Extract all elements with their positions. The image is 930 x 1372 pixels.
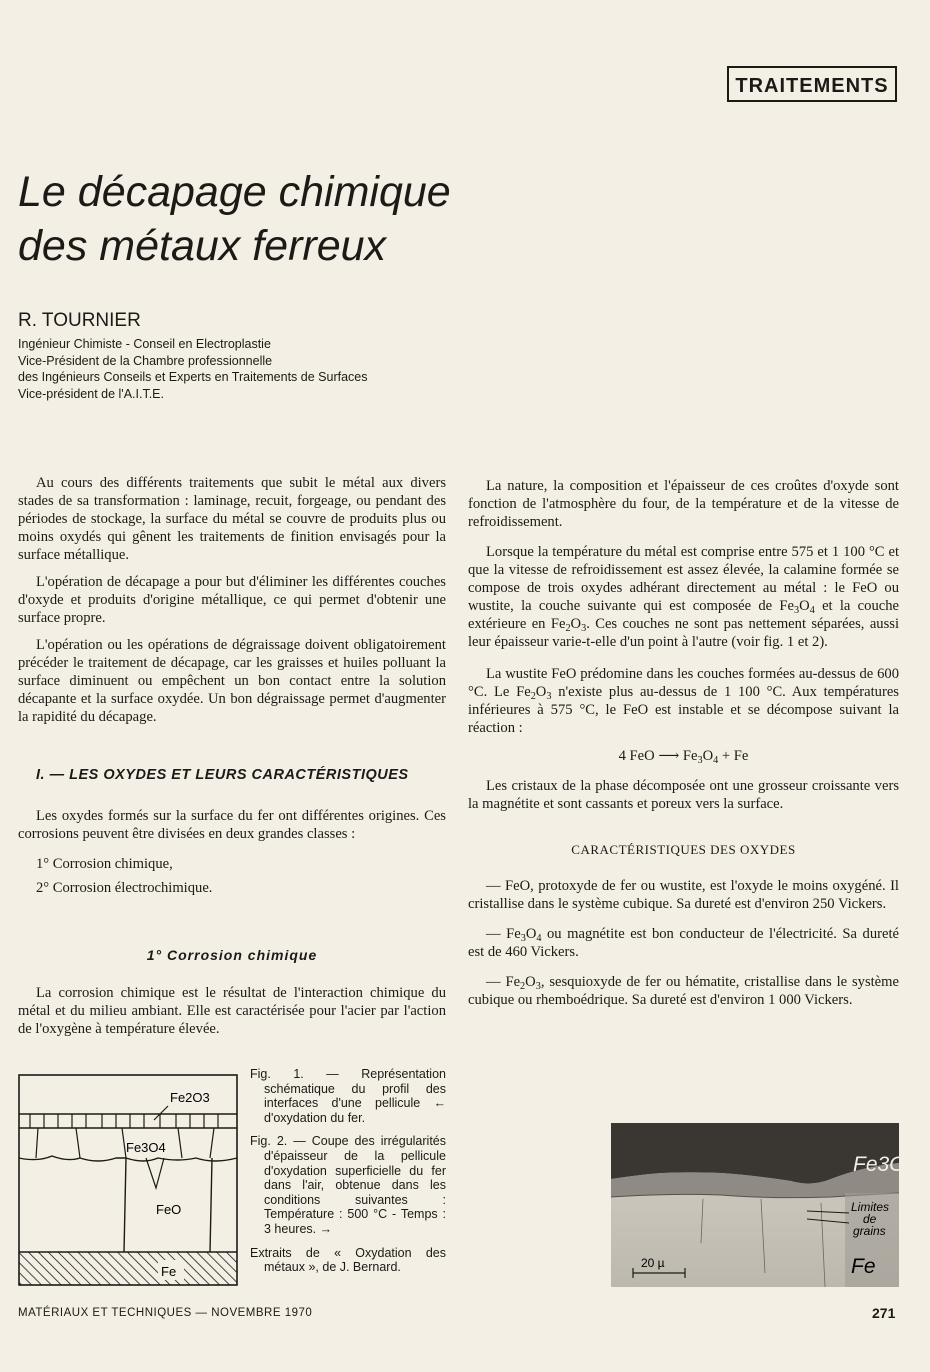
title-line-1: Le décapage chimique	[18, 168, 451, 216]
page-number: 271	[872, 1305, 896, 1321]
caption-fig1: Fig. 1. — Représentation schématique du profil des interfaces d'une pellicule ← d'oxydation du fer.	[250, 1067, 446, 1125]
journal-footer: MATÉRIAUX ET TECHNIQUES — NOVEMBRE 1970	[18, 1307, 313, 1319]
photo-label-fe3o4: Fe3O4	[853, 1153, 918, 1176]
fig1-label-fe: Fe	[161, 1264, 177, 1279]
paragraph: L'opération ou les opérations de dégraissage doivent obligatoirement précéder le traitement de décapage, car les graisses et huiles polluant la surface diminuent ou empêchent un bon contact entre la solution décapante et la surface oxydée. Un bon dégraissage permet d'augmenter la rapidité du décapage.	[18, 637, 446, 725]
paragraph: L'opération de décapage a pour but d'éliminer les différentes couches d'oxyde et produits d'origine métallique, ce qui permet d'obtenir une surface propre.	[18, 574, 446, 626]
photo-label-limits-3: grains	[853, 1224, 886, 1238]
paragraph: Au cours des différents traitements que subit le métal aux divers stades de sa transformation : laminage, recuit, forgeage, ou pendant des périodes de stockage, la surface du métal se couvre de produits plus ou moins oxydés qui gênent les traitements de finition envisagés pour la surface métallique.	[18, 475, 446, 563]
list-item: 1° Corrosion chimique,	[36, 856, 173, 872]
figure-1-diagram	[18, 1074, 238, 1286]
subsection-heading: 1° Corrosion chimique	[146, 947, 318, 963]
author-name: R. TOURNIER	[18, 310, 141, 331]
figure-2-micrograph	[611, 1123, 918, 1287]
paragraph: La nature, la composition et l'épaisseur de ces croûtes d'oxyde sont fonction de l'atmosphère du four, de la température et de la vitesse de refroidissement.	[468, 478, 899, 530]
author-line: Vice-Président de la Chambre professionnelle	[18, 353, 273, 368]
fig1-label-feo: FeO	[156, 1202, 182, 1217]
author-line: Vice-président de l'A.I.T.E.	[18, 386, 164, 401]
left-column-3	[18, 984, 446, 1047]
paragraph: La corrosion chimique est le résultat de l'interaction chimique du métal et du milieu ambiant. Elle est caractérisée pour l'acier par l'action de l'oxygène à température élevée.	[18, 985, 446, 1037]
section-heading: I. — LES OXYDES ET LEURS CARACTÉRISTIQUES	[36, 767, 409, 783]
reaction-equation: 4 FeO ⟶ $Fe_3O_4 + Fe$	[618, 748, 749, 766]
paragraph: La wustite FeO prédomine dans les couches formées au-dessus de 600 °C. Le $Fe_2O_3$ n'existe plus au-dessus de 1 100 °C. Aux températures inférieures à 575 °C, le FeO est instable et se décompose suivant la réaction :	[468, 666, 899, 736]
photo-label-limits-2: de	[863, 1212, 877, 1226]
arrow-right-icon: ⟶	[658, 748, 680, 764]
right-column	[468, 477, 899, 1018]
oxide-feo: — FeO, protoxyde de fer ou wustite, est l'oxyde le moins oxygéné. Il cristallise dans le système cubique. Sa dureté est d'environ 250 Vickers.	[468, 878, 899, 912]
oxides-heading: CARACTÉRISTIQUES DES OXYDES	[571, 842, 796, 857]
caption-source: Extraits de « Oxydation des métaux », de J. Bernard.	[250, 1245, 446, 1275]
oxide-fe3o4: — $Fe_3O_4$ ou magnétite est bon conducteur de l'électricité. Sa dureté est de 460 Vickers.	[468, 926, 899, 960]
author-block	[18, 310, 368, 402]
title-line-2: des métaux ferreux	[18, 222, 387, 270]
paragraph: Lorsque la température du métal est comprise entre 575 et 1 100 °C et que la vitesse de refroidissement est assez élevée, la calamine formée se compose de trois oxydes adhérant directement au métal : le FeO ou wustite, la couche suivante qui est composée de $Fe_3O_4$ et la couche extérieure en $Fe_2O_3$. Ces couches ne sont pas nettement séparées, aussi leur épaisseur varie-t-elle d'un point à l'autre (voir fig. 1 et 2).	[468, 544, 900, 650]
fig1-label-fe2o3: Fe2O3	[170, 1090, 210, 1105]
author-line: Ingénieur Chimiste - Conseil en Electroplastie	[18, 337, 271, 351]
paragraph: Les cristaux de la phase décomposée ont une grosseur croissante vers la magnétite et sont cassants et poreux vers la surface.	[468, 778, 899, 812]
photo-label-fe: Fe	[851, 1255, 876, 1278]
left-column-2	[18, 807, 446, 906]
article-title	[18, 165, 451, 273]
photo-label-limits-1: Limites	[851, 1200, 890, 1214]
left-column	[18, 474, 446, 735]
oxide-fe2o3: — $Fe_2O_3$, sesquioxyde de fer ou hématite, cristallise dans le système cubique ou rhemboédrique. Sa dureté est d'environ 1 000 Vickers.	[468, 974, 899, 1008]
scale-bar-label: 20 µ	[641, 1256, 665, 1270]
fig1-label-fe3o4: Fe3O4	[126, 1140, 166, 1155]
paragraph: Les oxydes formés sur la surface du fer ont différentes origines. Ces corrosions peuvent être divisées en deux grandes classes :	[18, 808, 446, 842]
figure-captions	[250, 1067, 446, 1284]
list-item: 2° Corrosion électrochimique.	[36, 880, 213, 896]
caption-fig2: Fig. 2. — Coupe des irrégularités d'épaisseur de la pellicule d'oxydation superficielle du fer dans l'air, obtenue dans les conditions suivantes : Température : 500 °C - Temps : 3 heures. →	[250, 1134, 446, 1236]
section-badge: TRAITEMENTS	[727, 66, 897, 102]
author-line: des Ingénieurs Conseils et Experts en Traitements de Surfaces	[18, 370, 368, 384]
